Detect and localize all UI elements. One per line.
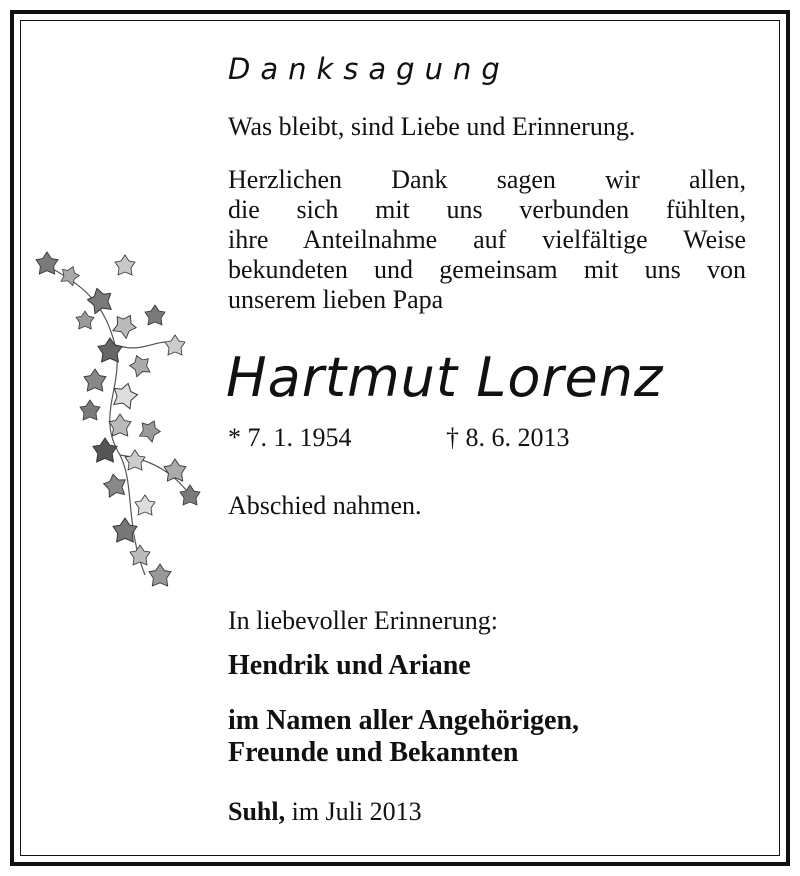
place: Suhl, xyxy=(228,797,286,826)
place-date xyxy=(228,797,422,827)
mourners-names: Hendrik und Ariane xyxy=(228,650,471,681)
farewell-text: Abschied nahmen. xyxy=(228,491,422,520)
memory-intro: In liebevoller Erinnerung: xyxy=(228,606,499,635)
quote: Was bleibt, sind Liebe und Erinnerung. xyxy=(228,112,636,141)
death-date: † 8. 6. 2013 xyxy=(446,423,570,452)
thanks-line: bekundeten und gemeinsam mit uns von xyxy=(228,255,746,284)
thanks-line: ihre Anteilnahme auf vielfältige Weise xyxy=(228,225,746,254)
mourners-group xyxy=(228,705,579,769)
life-dates xyxy=(228,423,570,453)
thanks-line: Herzlichen Dank sagen wir allen, xyxy=(228,165,746,194)
mourners-group-line: Freunde und Bekannten xyxy=(228,737,519,768)
mourners-group-line: im Namen aller Angehörigen, xyxy=(228,705,580,736)
thanks-line: unserem lieben Papa xyxy=(228,285,444,314)
deceased-name: Hartmut Lorenz xyxy=(226,346,664,409)
thanks-paragraph xyxy=(228,165,746,315)
birth-date: * 7. 1. 1954 xyxy=(228,423,352,452)
date: im Juli 2013 xyxy=(291,797,422,826)
thanks-line: die sich mit uns verbunden fühlten, xyxy=(228,195,746,224)
ivy-leaves-icon xyxy=(25,245,215,605)
heading-danksagung: Danksagung xyxy=(228,52,510,86)
